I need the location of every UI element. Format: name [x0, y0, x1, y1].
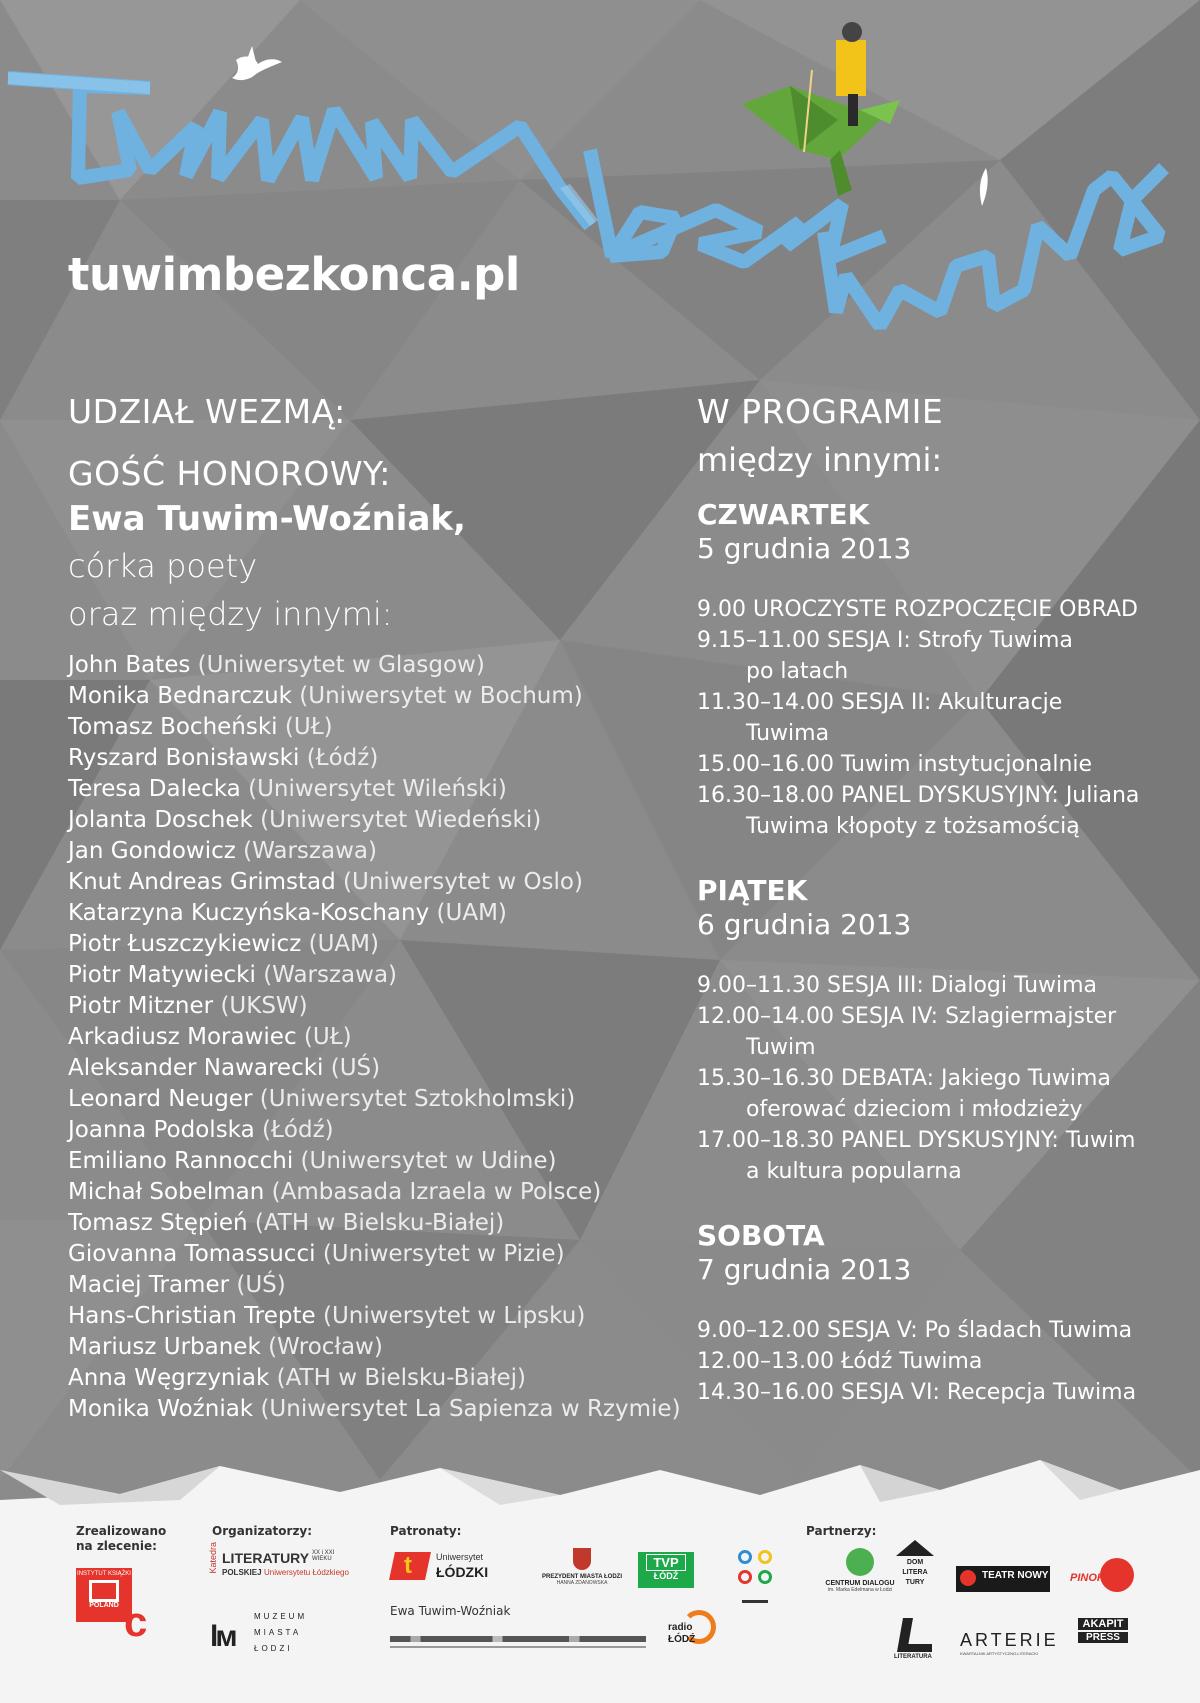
participant-row: Piotr Łuszczykiewicz (UAM) [68, 931, 379, 957]
origami-bird-rider-icon [742, 22, 900, 196]
organizers-label: Organizatorzy: [212, 1524, 313, 1538]
participant-row: Piotr Matywiecki (Warszawa) [68, 962, 398, 988]
day-block-saturday [697, 1219, 1177, 1408]
day-block-friday [697, 874, 1177, 1187]
instytut-c-mark: c [124, 1598, 148, 1645]
participants-list [68, 650, 688, 1425]
arterie-logo: ARTERIE KWARTALNIK ARTYSTYCZNO-LITERACKI [960, 1630, 1059, 1656]
event-list [697, 594, 1177, 842]
day-block-thursday [697, 498, 1177, 842]
day-date: 5 grudnia 2013 [697, 532, 912, 565]
others-heading: oraz między innymi: [68, 595, 393, 633]
prezydent-miasta-lodzi-logo: PREZYDENT MIASTA ŁODZI HANNA ZDANOWSKA [534, 1548, 630, 1596]
event-item: 9.00–11.30 SESJA III: Dialogi Tuwima [697, 973, 1098, 998]
participant-row: Aleksander Nawarecki (UŚ) [68, 1055, 381, 1081]
family-logo-strip [390, 1630, 646, 1654]
day-date: 6 grudnia 2013 [697, 908, 912, 941]
radio-lodz-logo: radio ŁÓDŹ [668, 1608, 724, 1656]
commissioned-label: Zrealizowano na zlecenie: [76, 1524, 167, 1553]
guest-role: córka poety [68, 547, 258, 585]
participant-row: Giovanna Tomassucci (Uniwersytet w Pizie) [68, 1241, 565, 1267]
dom-literatury-logo: DOM LITERA TURY [896, 1540, 934, 1608]
participant-row: Hans-Christian Trepte (Uniwersytet w Lipsku) [68, 1303, 586, 1329]
program-heading: W PROGRAMIE [697, 392, 944, 431]
participant-row: Arkadiusz Morawiec (UŁ) [68, 1024, 352, 1050]
family-label: Ewa Tuwim-Woźniak [390, 1604, 511, 1618]
participant-row: Leonard Neuger (Uniwersytet Sztokholmski) [68, 1086, 576, 1112]
participant-row: Teresa Dalecka (Uniwersytet Wileński) [68, 776, 507, 802]
guest-name: Ewa Tuwim-Woźniak, [68, 499, 466, 539]
participant-row: Monika Bednarczuk (Uniwersytet w Bochum) [68, 683, 583, 709]
participant-row: Joanna Podolska (Łódź) [68, 1117, 334, 1143]
event-item: 14.30–16.00 SESJA VI: Recepcja Tuwima [697, 1380, 1137, 1405]
participant-row: Jan Gondowicz (Warszawa) [68, 838, 377, 864]
event-item: 15.00–16.00 Tuwim instytucjonalnie [697, 752, 1093, 777]
event-list [697, 970, 1177, 1187]
katedra-literatury-logo: Katedra LITERATURY XX i XXI WIEKU POLSKIEJ Uniwersytetu Łódzkiego [208, 1542, 349, 1577]
muzeum-miasta-lodzi-logo: lм MUZEUM MIASTA ŁODZI [210, 1612, 308, 1653]
tvp-lodz-logo: TVP ŁÓDŹ [638, 1552, 694, 1588]
event-item: 11.30–14.00 SESJA II: Akulturacje Tuwima [697, 690, 1063, 746]
feather-icon [980, 168, 988, 206]
partners-label: Partnerzy: [806, 1524, 877, 1538]
patrons-label: Patronaty: [390, 1524, 462, 1538]
lodz-city-logo [734, 1548, 778, 1612]
literatura-logo: LITERATURA [890, 1618, 940, 1662]
participant-row: Jolanta Doschek (Uniwersytet Wiedeński) [68, 807, 542, 833]
day-name: SOBOTA [697, 1219, 825, 1252]
participant-row: Emiliano Rannocchi (Uniwersytet w Udine) [68, 1148, 557, 1174]
participants-column [68, 388, 688, 1425]
event-item: 9.00 UROCZYSTE ROZPOCZĘCIE OBRAD [697, 597, 1138, 622]
participant-row: Piotr Mitzner (UKSW) [68, 993, 308, 1019]
day-name: PIĄTEK [697, 874, 808, 907]
participant-row: Anna Węgrzyniak (ATH w Bielsku-Białej) [68, 1365, 526, 1391]
day-name: CZWARTEK [697, 498, 870, 531]
participant-row: John Bates (Uniwersytet w Glasgow) [68, 652, 485, 678]
participant-row: Katarzyna Kuczyńska-Koschany (UAM) [68, 900, 507, 926]
pinokio-logo: PINOKIO [1070, 1558, 1134, 1598]
participant-row: Tomasz Bocheński (UŁ) [68, 714, 333, 740]
participant-row: Tomasz Stępień (ATH w Bielsku-Białej) [68, 1210, 505, 1236]
sponsors-footer [0, 1500, 1200, 1703]
event-item: 9.15–11.00 SESJA I: Strofy Tuwima po latach [697, 628, 1073, 684]
participant-row: Mariusz Urbanek (Wrocław) [68, 1334, 383, 1360]
instytut-ksiazki-logo: INSTYTUT KSIĄŻKI POLAND [76, 1568, 132, 1622]
event-item: 9.00–12.00 SESJA V: Po śladach Tuwima [697, 1318, 1133, 1343]
participant-row: Ryszard Bonisławski (Łódź) [68, 745, 379, 771]
participant-row: Monika Woźniak (Uniwersytet La Sapienza w Rzymie) [68, 1396, 681, 1422]
event-item: 12.00–14.00 SESJA IV: Szlagiermajster Tuwim [697, 1004, 1117, 1060]
program-column [697, 388, 1177, 1408]
day-date: 7 grudnia 2013 [697, 1253, 912, 1286]
participant-row: Michał Sobelman (Ambasada Izraela w Polsce) [68, 1179, 602, 1205]
event-item: 17.00–18.30 PANEL DYSKUSYJNY: Tuwim a kultura popularna [697, 1128, 1136, 1184]
centrum-dialogu-logo: CENTRUM DIALOGU im. Marka Edelmana w Łodzi [820, 1548, 900, 1604]
website-url[interactable]: tuwimbezkonca.pl [68, 248, 520, 301]
participant-row: Knut Andreas Grimstad (Uniwersytet w Oslo) [68, 869, 583, 895]
dove-icon [232, 46, 282, 80]
guest-heading: GOŚĆ HONOROWY: [68, 454, 391, 493]
participant-row: Maciej Tramer (UŚ) [68, 1272, 286, 1298]
teatr-nowy-logo: TEATR NOWY [956, 1566, 1050, 1592]
event-item: 15.30–16.30 DEBATA: Jakiego Tuwima oferować dzieciom i młodzieży [697, 1066, 1111, 1122]
event-item: 12.00–13.00 Łódź Tuwima [697, 1349, 983, 1374]
program-subheading: między innymi: [697, 441, 943, 479]
ribbon-tuwim [8, 78, 590, 226]
event-item: 16.30–18.00 PANEL DYSKUSYJNY: Juliana Tuwima kłopoty z tożsamością [697, 783, 1140, 839]
event-list [697, 1315, 1177, 1408]
uniwersytet-lodzki-logo: t Uniwersytet ŁÓDZKI [392, 1548, 502, 1588]
participants-heading: UDZIAŁ WEZMĄ: [68, 392, 346, 431]
akapit-press-logo: AKAPIT PRESS [1078, 1618, 1128, 1658]
